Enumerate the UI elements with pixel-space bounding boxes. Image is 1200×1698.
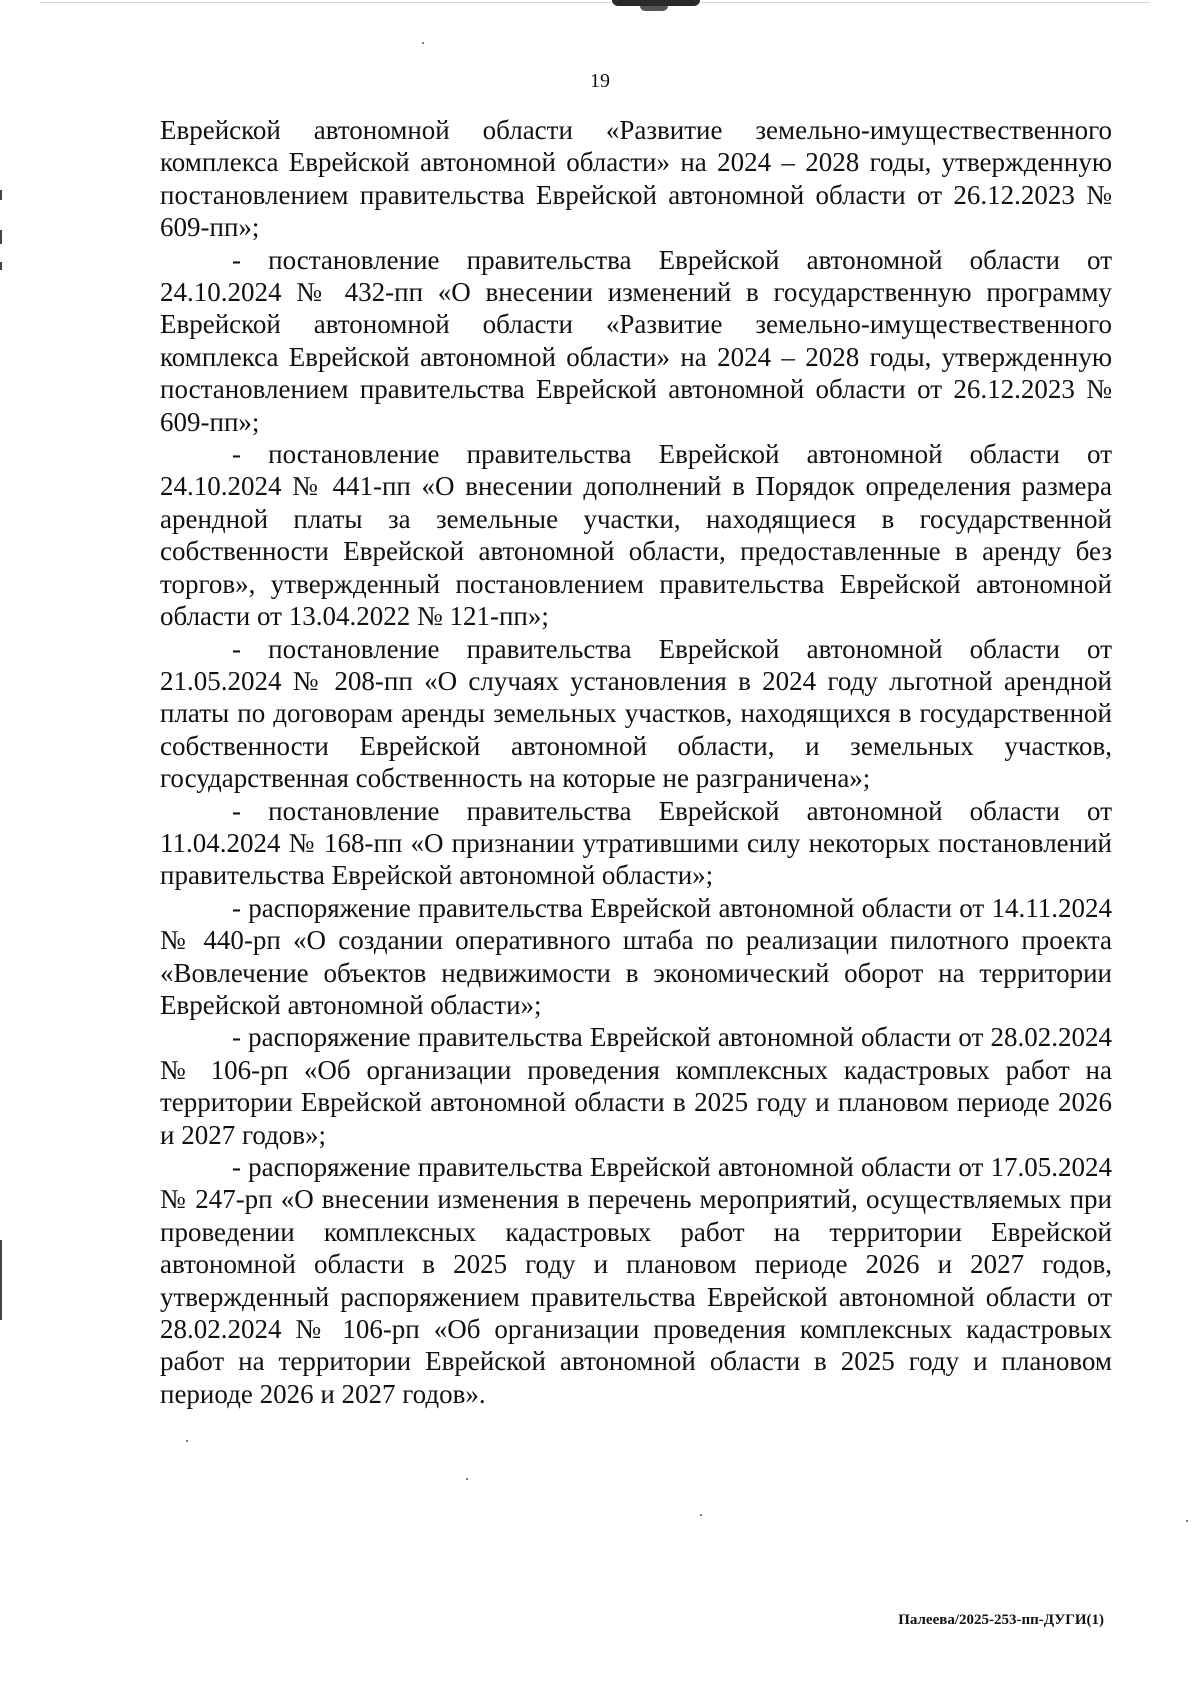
scan-edge-mark [0,190,2,200]
scan-left-edge-marks [0,190,3,1340]
paragraph-continuation: Еврейской автономной области «Развитие земельно-имуществественного комплекса Еврейской автономной области» на 2024 – 2028 годы, утвержденную постановлением правительства Еврейской автономной области от 26.12.2023 № 609-пп»; [160,115,1112,243]
scan-edge-mark [0,1240,2,1320]
scan-speck [700,1514,702,1516]
list-item-resolution-208: - постановление правительства Еврейской автономной области от 21.05.2024 № 208-пп «О случаях установления в 2024 году льготной арендной платы по договорам аренды земельных участков, находящихся в государственной собственности Еврейской автономной области, и земельных участков, государственная собственность на которые не разграничена»; [160,633,1112,794]
list-item-order-106: - распоряжение правительства Еврейской автономной области от 28.02.2024 № 106-рп «Об организации проведения комплексных кадастровых работ на территории Еврейской автономной области в 2025 году и плановом периоде 2026 и 2027 годов»; [160,1022,1112,1150]
page-number: 19 [590,70,610,92]
document-body [160,114,1112,1410]
scan-speck [1186,1520,1188,1522]
scan-ink-drip [640,6,668,11]
document-footer-code: Палеева/2025-253-пп-ДУГИ(1) [898,1612,1104,1628]
scan-edge-line [40,2,1150,3]
scan-speck [186,1440,188,1442]
list-item-order-440: - распоряжение правительства Еврейской автономной области от 14.11.2024 № 440-рп «О создании оперативного штаба по реализации пилотного проекта «Вовлечение объектов недвижимости в экономический оборот на территории Еврейской автономной области»; [160,892,1112,1020]
scan-top-artifact [0,0,1200,8]
scan-speck [466,1478,468,1480]
list-item-resolution-432: - постановление правительства Еврейской автономной области от 24.10.2024 № 432-пп «О внесении изменений в государственную программу Еврейской автономной области «Развитие земельно-имуществественного комплекса Еврейской автономной области» на 2024 – 2028 годы, утвержденную постановлением правительства Еврейской автономной области от 26.12.2023 № 609-пп»; [160,244,1112,437]
scan-speck [422,42,424,44]
list-item-resolution-441: - постановление правительства Еврейской автономной области от 24.10.2024 № 441-пп «О внесении дополнений в Порядок определения размера арендной платы за земельные участки, находящиеся в государственной собственности Еврейской автономной области, предоставленные в аренду без торгов», утвержденный постановлением правительства Еврейской автономной области от 13.04.2022 № 121-пп»; [160,439,1112,632]
list-item-order-247: - распоряжение правительства Еврейской автономной области от 17.05.2024 № 247-рп «О внесении изменения в перечень мероприятий, осуществляемых при проведении комплексных кадастровых работ на территории Еврейской автономной области в 2025 году и плановом периоде 2026 и 2027 годов, утвержденный распоряжением правительства Еврейской автономной области от 28.02.2024 № 106-рп «Об организации проведения комплексных кадастровых работ на территории Еврейской автономной области в 2025 году и плановом периоде 2026 и 2027 годов». [160,1152,1112,1409]
scan-edge-mark [0,230,2,244]
scan-edge-mark [0,262,2,270]
list-item-resolution-168: - постановление правительства Еврейской автономной области от 11.04.2024 № 168-пп «О признании утратившими силу некоторых постановлений правительства Еврейской автономной области»; [160,795,1112,891]
